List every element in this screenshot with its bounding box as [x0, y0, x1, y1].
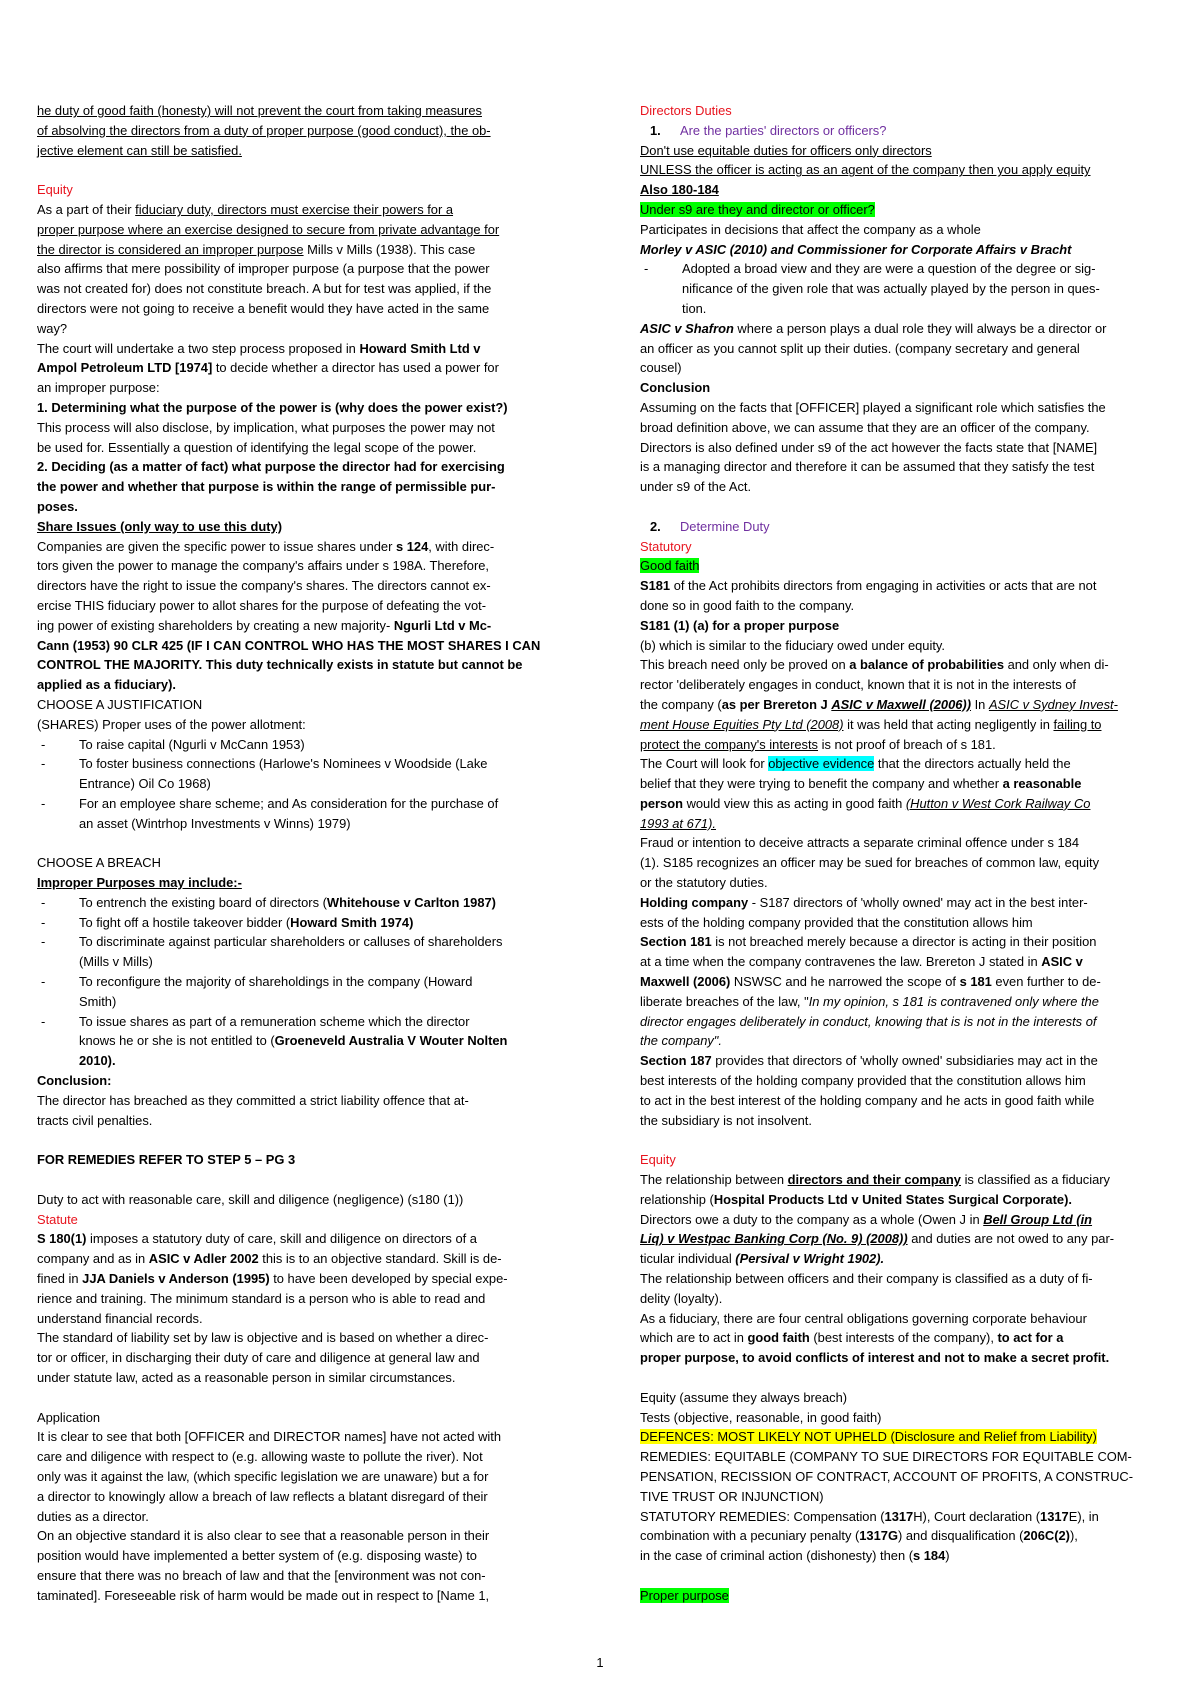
text-line: relationship (Hospital Products Ltd v United States Surgical Corporate).	[640, 1191, 1072, 1207]
list-item-continued: 2010).	[79, 1053, 116, 1069]
text-line: Fraud or intention to deceive attracts a separate criminal offence under s 184	[640, 835, 1080, 851]
text-line: Tests (objective, reasonable, in good faith)	[640, 1409, 882, 1425]
text-line: the director is considered an improper purpose Mills v Mills (1938). This case	[37, 241, 476, 257]
text-line: Directors owe a duty to the company as a whole (Owen J in Bell Group Ltd (in	[640, 1211, 1093, 1227]
text-line: the subsidiary is not insolvent.	[640, 1112, 812, 1128]
text-line: the company (as per Brereton J ASIC v Maxwell (2006)) In ASIC v Sydney Invest-	[640, 696, 1118, 712]
text-line: Morley v ASIC (2010) and Commissioner for Corporate Affairs v Bracht	[640, 241, 1072, 257]
text-line: under s9 of the Act.	[640, 479, 752, 495]
text-line: Assuming on the facts that [OFFICER] played a significant role which satisfies the	[640, 399, 1106, 415]
text-line: It is clear to see that both [OFFICER and DIRECTOR names] have not acted with	[37, 1429, 502, 1445]
text-line: ercise THIS fiduciary power to allot shares for the purpose of defeating the vot-	[37, 597, 487, 613]
text-line: combination with a pecuniary penalty (1317G) and disqualification (206C(2)),	[640, 1528, 1078, 1544]
text-line: On an objective standard it is also clear to see that a reasonable person in their	[37, 1528, 490, 1544]
list-item-continued: knows he or she is not entitled to (Groeneveld Australia V Wouter Nolten	[79, 1033, 508, 1049]
text-line: Don't use equitable duties for officers only directors	[640, 142, 932, 158]
highlighted-text: Good faith	[640, 558, 700, 574]
text-line: directors were not going to receive a benefit would they have acted in the same	[37, 300, 490, 316]
text-line: he duty of good faith (honesty) will not prevent the court from taking measures	[37, 103, 482, 118]
section-heading-equity: Equity	[37, 182, 73, 198]
text-line: an officer as you cannot split up their duties. (company secretary and general	[640, 340, 1080, 356]
numbered-heading: 1. Are the parties' directors or officers?	[650, 122, 887, 138]
text-line: the company".	[640, 1033, 722, 1049]
text-line: is a managing director and therefore it can be assumed that they satisfy the test	[640, 459, 1095, 475]
text-line: poses.	[37, 498, 78, 514]
text-line: position would have implemented a better system of (e.g. disposing waste) to	[37, 1548, 477, 1564]
list-item: - To raise capital (Ngurli v McCann 1953)	[37, 735, 567, 755]
text-line: The Court will look for objective evidence that the directors actually held the	[640, 756, 1071, 772]
text-line	[640, 200, 1170, 220]
text-line: The court will undertake a two step process proposed in Howard Smith Ltd v	[37, 340, 481, 356]
remedies-reference: FOR REMEDIES REFER TO STEP 5 – PG 3	[37, 1152, 296, 1168]
highlighted-text: Under s9 are they and director or officer?	[640, 201, 875, 217]
highlighted-text: DEFENCES: MOST LIKELY NOT UPHELD (Disclosure and Relief from Liability)	[640, 1429, 1097, 1445]
text-line: the power and whether that purpose is within the range of permissible pur-	[37, 479, 496, 495]
text-line: done so in good faith to the company.	[640, 597, 855, 613]
text-line: (1). S185 recognizes an officer may be sued for breaches of common law, equity	[640, 855, 1100, 871]
text-line: REMEDIES: EQUITABLE (COMPANY TO SUE DIRECTORS FOR EQUITABLE COM-	[640, 1449, 1132, 1465]
text-line: in the case of criminal action (dishonesty) then (s 184)	[640, 1548, 950, 1564]
text-line: which are to act in good faith (best interests of the company), to act for a	[640, 1330, 1064, 1346]
text-line	[640, 556, 1170, 576]
text-line: best interests of the holding company provided that the constitution allows him	[640, 1073, 1086, 1089]
text-line: The relationship between officers and their company is classified as a duty of fi-	[640, 1271, 1093, 1287]
text-line: be used for. Essentially a question of identifying the legal scope of the power.	[37, 439, 477, 455]
text-line: tor or officer, in discharging their duty of care and diligence at general law and	[37, 1350, 480, 1366]
section-heading-directors-duties: Directors Duties	[640, 103, 732, 118]
text-line: 1. Determining what the purpose of the power is (why does the power exist?)	[37, 399, 508, 415]
list-item: - To fight off a hostile takeover bidder (Howard Smith 1974)	[37, 913, 567, 933]
text-line: UNLESS the officer is acting as an agent of the company then you apply equity	[640, 162, 1091, 178]
subheading-justification: CHOOSE A JUSTIFICATION	[37, 696, 203, 712]
text-line: ASIC v Shafron where a person plays a dual role they will always be a director or	[640, 320, 1107, 336]
subheading-breach: CHOOSE A BREACH	[37, 855, 161, 871]
subheading-application: Application	[37, 1409, 101, 1425]
text-line: tors given the power to manage the company's affairs under s 198A. Therefore,	[37, 558, 489, 574]
text-line: ment House Equities Pty Ltd (2008) it was held that acting negligently in failing to	[640, 716, 1102, 732]
text-line: rector 'deliberately engages in conduct, known that it is not in the interests of	[640, 677, 1076, 693]
text-line: delity (loyalty).	[640, 1290, 723, 1306]
text-line: As a part of their fiduciary duty, directors must exercise their powers for a	[37, 201, 454, 217]
text-line: The director has breached as they committed a strict liability offence that at-	[37, 1092, 469, 1108]
text-line: 2. Deciding (as a matter of fact) what purpose the director had for exercising	[37, 459, 505, 475]
text-line: Maxwell (2006) NSWSC and he narrowed the scope of s 181 even further to de-	[640, 974, 1101, 990]
text-line: ensure that there was no breach of law and that the [environment was not con-	[37, 1567, 486, 1583]
text-line: ticular individual (Persival v Wright 1902).	[640, 1251, 885, 1267]
list-item: - For an employee share scheme; and As consideration for the purchase of	[37, 794, 567, 814]
text-line: applied as a fiduciary).	[37, 677, 176, 693]
text-line: also affirms that mere possibility of improper purpose (a purpose that the power	[37, 261, 490, 277]
text-line: way?	[37, 320, 68, 336]
list-item-continued: Entrance) Oil Co 1968)	[79, 776, 211, 792]
conclusion-label: Conclusion:	[37, 1073, 112, 1089]
text-line: Ampol Petroleum LTD [1974] to decide whether a director has used a power for	[37, 360, 499, 376]
text-line: understand financial records.	[37, 1310, 203, 1326]
text-line: PENSATION, RECISSION OF CONTRACT, ACCOUNT OF PROFITS, A CONSTRUC-	[640, 1468, 1133, 1484]
text-line: care and diligence with respect to (e.g. allowing waste to pollute the river). Not	[37, 1449, 483, 1465]
text-line: S181 (1) (a) for a proper purpose	[640, 617, 840, 633]
list-item-continued: (Mills v Mills)	[79, 954, 153, 970]
text-line: fined in JJA Daniels v Anderson (1995) to have been developed by special expe-	[37, 1271, 508, 1287]
text-line: taminated]. Foreseeable risk of harm would be made out in respect to [Name 1,	[37, 1587, 490, 1603]
text-line: Holding company - S187 directors of 'wholly owned' may act in the best inter-	[640, 894, 1088, 910]
highlighted-text: Proper purpose	[640, 1587, 729, 1603]
text-line: S 180(1) imposes a statutory duty of care, skill and diligence on directors of a	[37, 1231, 477, 1247]
list-item-continued: Smith)	[79, 993, 117, 1009]
text-line: protect the company's interests is not proof of breach of s 181.	[640, 736, 996, 752]
highlighted-text: objective evidence	[768, 756, 875, 772]
list-item: - To entrench the existing board of directors (Whitehouse v Carlton 1987)	[37, 893, 567, 913]
text-line: broad definition above, we can assume that they are an officer of the company.	[640, 419, 1090, 435]
text-line: ing power of existing shareholders by creating a new majority- Ngurli Ltd v Mc-	[37, 617, 492, 633]
conclusion-label: Conclusion	[640, 380, 711, 396]
section-heading-statutory: Statutory	[640, 538, 692, 554]
text-line: Liq) v Westpac Banking Corp (No. 9) (2008)) and duties are not owed to any par-	[640, 1231, 1115, 1247]
list-item: - Adopted a broad view and they are were a question of the degree or sig-	[640, 259, 1170, 279]
text-line: proper purpose where an exercise designed to secure from private advantage for	[37, 221, 500, 237]
list-item: - To issue shares as part of a remuneration scheme which the director	[37, 1012, 567, 1032]
text-line: was not created for) does not constitute breach. A but for test was applied, if the	[37, 281, 492, 297]
text-line: a director to knowingly allow a breach of law reflects a blatant disregard of their	[37, 1488, 488, 1504]
text-line: Also 180-184	[640, 182, 719, 198]
text-line: This process will also disclose, by implication, what purposes the power may not	[37, 419, 495, 435]
text-line: directors have the right to issue the company's shares. The directors cannot ex-	[37, 578, 491, 594]
text-line: belief that they were trying to benefit the company and whether a reasonable	[640, 776, 1082, 792]
list-item: - To reconfigure the majority of shareholdings in the company (Howard	[37, 972, 567, 992]
text-line: (SHARES) Proper uses of the power allotment:	[37, 716, 306, 732]
left-column	[37, 101, 567, 1606]
text-line: at a time when the company contravenes the law. Brereton J stated in ASIC v	[640, 954, 1083, 970]
section-heading-statute: Statute	[37, 1211, 78, 1227]
right-column	[640, 101, 1170, 1606]
text-line: Equity (assume they always breach)	[640, 1389, 848, 1405]
text-line: Section 187 provides that directors of 'wholly owned' subsidiaries may act in the	[640, 1053, 1098, 1069]
text-line: Duty to act with reasonable care, skill and diligence (negligence) (s180 (1))	[37, 1191, 464, 1207]
text-line: an improper purpose:	[37, 380, 160, 396]
list-item-continued: tion.	[682, 300, 707, 316]
list-item-continued: nificance of the given role that was actually played by the person in ques-	[682, 281, 1100, 297]
text-line: This breach need only be proved on a balance of probabilities and only when di-	[640, 657, 1109, 673]
list-item-continued: an asset (Wintrhop Investments v Winns) 1979)	[79, 815, 351, 831]
text-line: of absolving the directors from a duty of proper purpose (good conduct), the ob-	[37, 122, 491, 138]
page-number: 1	[596, 1655, 604, 1670]
numbered-heading: 2. Determine Duty	[650, 518, 770, 534]
text-line: ests of the holding company provided that the constitution allows him	[640, 914, 1033, 930]
text-line: Section 181 is not breached merely because a director is acting in their position	[640, 934, 1097, 950]
text-line: Companies are given the specific power to issue shares under s 124, with direc-	[37, 538, 495, 554]
subheading-share-issues: Share Issues (only way to use this duty)	[37, 518, 282, 534]
text-line	[640, 1586, 1170, 1606]
text-line: person would view this as acting in good faith (Hutton v West Cork Railway Co	[640, 795, 1091, 811]
text-line: Improper Purposes may include:-	[37, 875, 242, 891]
text-line: director engages deliberately in conduct, knowing that is is not in the interests of	[640, 1013, 1097, 1029]
text-line: S181 of the Act prohibits directors from engaging in activities or acts that are not	[640, 578, 1097, 594]
text-line: CONTROL THE MAJORITY. This duty technically exists in statute but cannot be	[37, 657, 523, 673]
section-heading-equity: Equity	[640, 1152, 676, 1168]
text-line: jective element can still be satisfied.	[37, 142, 242, 158]
list-item: - To foster business connections (Harlowe's Nominees v Woodside (Lake	[37, 754, 567, 774]
text-line: STATUTORY REMEDIES: Compensation (1317H), Court declaration (1317E), in	[640, 1508, 1099, 1524]
text-line: to act in the best interest of the holding company and he acts in good faith while	[640, 1092, 1095, 1108]
text-line: (b) which is similar to the fiduciary owed under equity.	[640, 637, 945, 653]
text-line: As a fiduciary, there are four central obligations governing corporate behaviour	[640, 1310, 1087, 1326]
text-line: under statute law, acted as a reasonable person in similar circumstances.	[37, 1370, 456, 1385]
text-line: The standard of liability set by law is objective and is based on whether a direc-	[37, 1330, 489, 1346]
text-line: TIVE TRUST OR INJUNCTION)	[640, 1488, 824, 1504]
text-line: The relationship between directors and their company is classified as a fiduciary	[640, 1172, 1111, 1188]
list-item: - To discriminate against particular shareholders or calluses of shareholders	[37, 932, 567, 952]
text-line: proper purpose, to avoid conflicts of interest and not to make a secret profit.	[640, 1350, 1110, 1366]
text-line: duties as a director.	[37, 1508, 149, 1524]
text-line: Participates in decisions that affect the company as a whole	[640, 221, 981, 237]
text-line: 1993 at 671).	[640, 815, 716, 831]
text-line: tracts civil penalties.	[37, 1112, 153, 1128]
text-line: company and as in ASIC v Adler 2002 this is to an objective standard. Skill is de-	[37, 1251, 502, 1267]
text-line: Cann (1953) 90 CLR 425 (IF I CAN CONTROL WHO HAS THE MOST SHARES I CAN	[37, 637, 541, 653]
text-line: rience and training. The minimum standard is a person who is able to read and	[37, 1290, 486, 1306]
text-line: liberate breaches of the law, "In my opinion, s 181 is contravened only where the	[640, 993, 1099, 1009]
text-line: or the statutory duties.	[640, 875, 768, 891]
text-line: cousel)	[640, 360, 682, 376]
text-line	[640, 1427, 1170, 1447]
text-line: Directors is also defined under s9 of the act however the facts state that [NAME]	[640, 439, 1098, 455]
text-line: only was it against the law, (which specific legislation we are unaware) but a for	[37, 1468, 489, 1484]
